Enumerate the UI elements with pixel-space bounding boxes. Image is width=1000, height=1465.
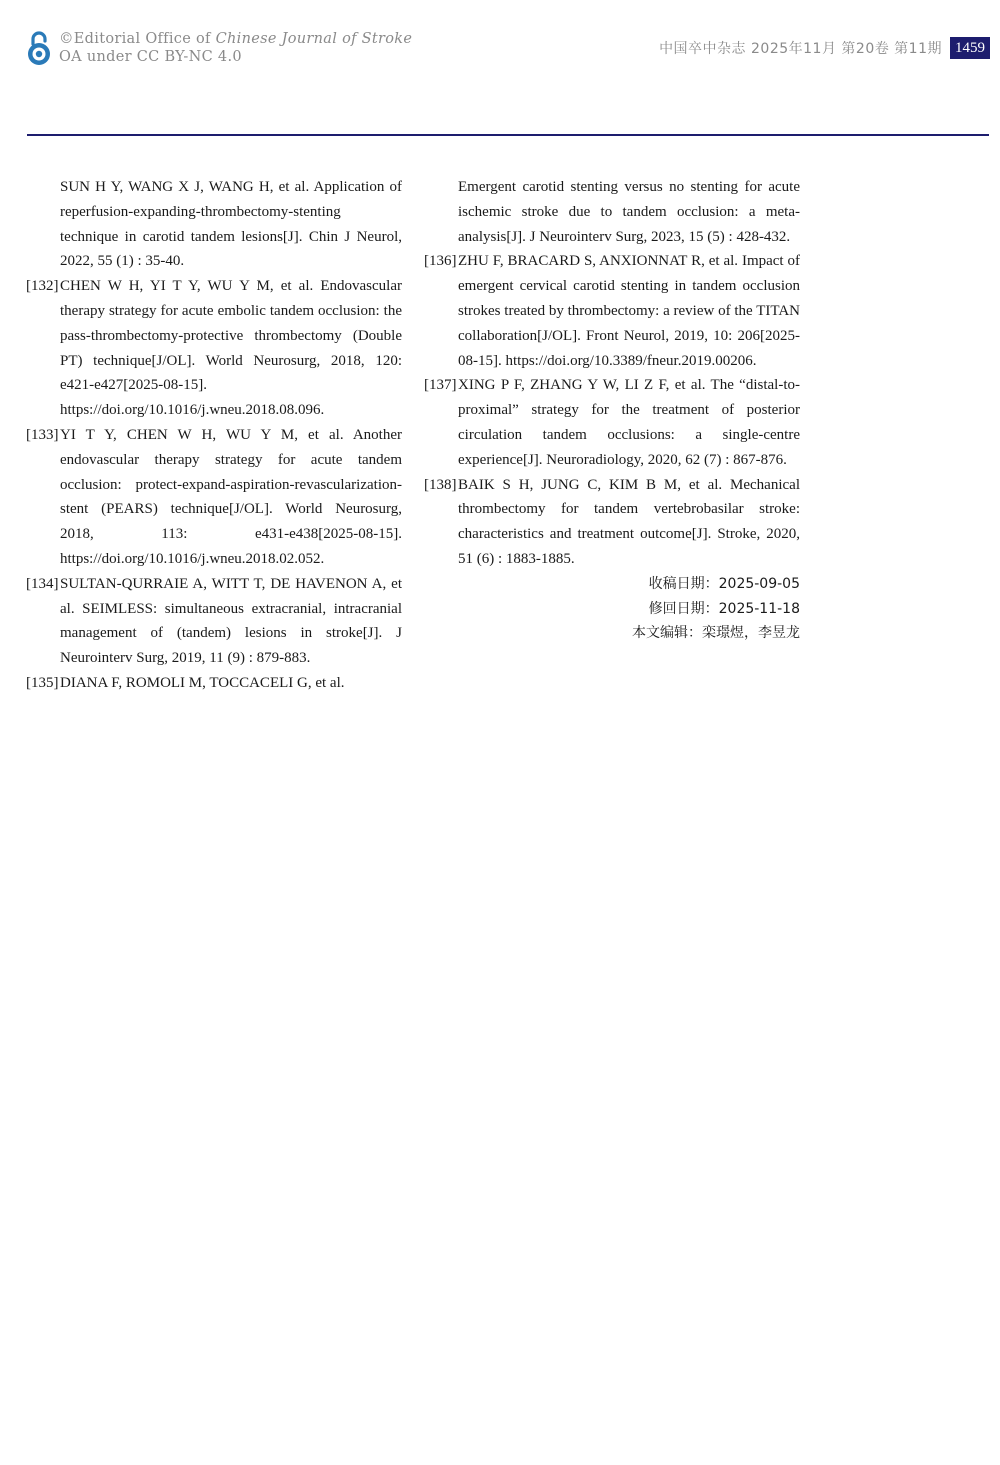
reference-item <box>26 274 402 423</box>
license-prefix: ©Editorial Office of <box>59 31 216 47</box>
reference-number: [134] <box>26 575 59 592</box>
reference-text: Emergent carotid stenting versus no stenting for acute ischemic stroke due to tandem occlusion: a meta-analysis[J]. J Neurointerv Surg, 2023, 15 (5) : 428-432. <box>458 179 800 245</box>
reference-text: SUN H Y, WANG X J, WANG H, et al. Application of reperfusion-expanding-thrombectomy-stenting technique in carotid tandem lesions[J]. Chin J Neurol, 2022, 55 (1) : 35-40. <box>60 179 402 270</box>
journal-issue-header <box>659 37 990 59</box>
reference-item <box>424 249 800 373</box>
reference-number: [133] <box>26 426 59 443</box>
license-text <box>59 30 412 66</box>
reference-continuation <box>424 175 800 249</box>
reference-text: CHEN W H, YI T Y, WU Y M, et al. Endovascular therapy strategy for acute embolic tandem occlusion: the pass-thrombectomy-protective thrombectomy (Double PT) technique[J/OL]. World Neurosurg, 2018, 120: e421-e427[2025-08-15]. https://doi.org/10.1016/j.wneu.2018.08.096. <box>60 278 402 419</box>
page-header-license <box>26 30 412 66</box>
reference-number: [138] <box>424 476 457 493</box>
page-number: 1459 <box>950 37 990 59</box>
license-line-1 <box>59 30 412 48</box>
reference-text: YI T Y, CHEN W H, WU Y M, et al. Another endovascular therapy strategy for acute tandem occlusion: protect-expand-aspiration-revascularization-stent (PEARS) technique[J/OL]. World Neurosurg, 2018, 113: e431-e438[2025-08-15]. https://doi.org/10.1016/j.wneu.2018.02.052. <box>60 426 402 567</box>
reference-number: [135] <box>26 674 59 691</box>
right-column <box>424 175 800 646</box>
reference-number: [136] <box>424 253 457 270</box>
article-dates <box>424 572 800 646</box>
reference-item <box>424 373 800 472</box>
revised-date: 修回日期：2025-11-18 <box>648 600 800 617</box>
reference-text: DIANA F, ROMOLI M, TOCCACELI G, et al. <box>60 674 345 691</box>
reference-item <box>26 572 402 671</box>
reference-text: BAIK S H, JUNG C, KIM B M, et al. Mechanical thrombectomy for tandem vertebrobasilar stroke: characteristics and treatment outcome[J]. Stroke, 2020, 51 (6) : 1883-1885. <box>458 476 800 567</box>
header-divider <box>27 134 989 136</box>
received-date: 收稿日期：2025-09-05 <box>648 575 800 592</box>
reference-text: XING P F, ZHANG Y W, LI Z F, et al. The “distal-to-proximal” strategy for the treatment of posterior circulation tandem occlusions: a single-centre experience[J]. Neuroradiology, 2020, 62 (7) : 867-876. <box>458 377 800 468</box>
reference-number: [137] <box>424 377 457 394</box>
reference-text: ZHU F, BRACARD S, ANXIONNAT R, et al. Impact of emergent cervical carotid stenting in tandem occlusion strokes treated by thrombectomy: a review of the TITAN collaboration[J/OL]. Front Neurol, 2019, 10: 206[2025-08-15]. https://doi.org/10.3389/fneur.2019.00206. <box>458 253 800 369</box>
left-column <box>26 175 402 696</box>
reference-item <box>26 423 402 572</box>
reference-continuation <box>26 175 402 274</box>
license-line-2: OA under CC BY-NC 4.0 <box>59 49 242 65</box>
journal-name-en: Chinese Journal of Stroke <box>215 31 413 47</box>
reference-item <box>424 473 800 572</box>
journal-issue-info: 中国卒中杂志 2025年11月 第20卷 第11期 <box>659 41 942 57</box>
editors: 本文编辑：栾璟煜，李昱龙 <box>632 625 800 642</box>
reference-item <box>26 671 402 696</box>
reference-text: SULTAN-QURRAIE A, WITT T, DE HAVENON A, et al. SEIMLESS: simultaneous extracranial, intracranial management of (tandem) lesions in stroke[J]. J Neurointerv Surg, 2019, 11 (9) : 879-883. <box>60 575 402 667</box>
open-access-lock-icon <box>26 30 52 66</box>
reference-number: [132] <box>26 278 59 295</box>
